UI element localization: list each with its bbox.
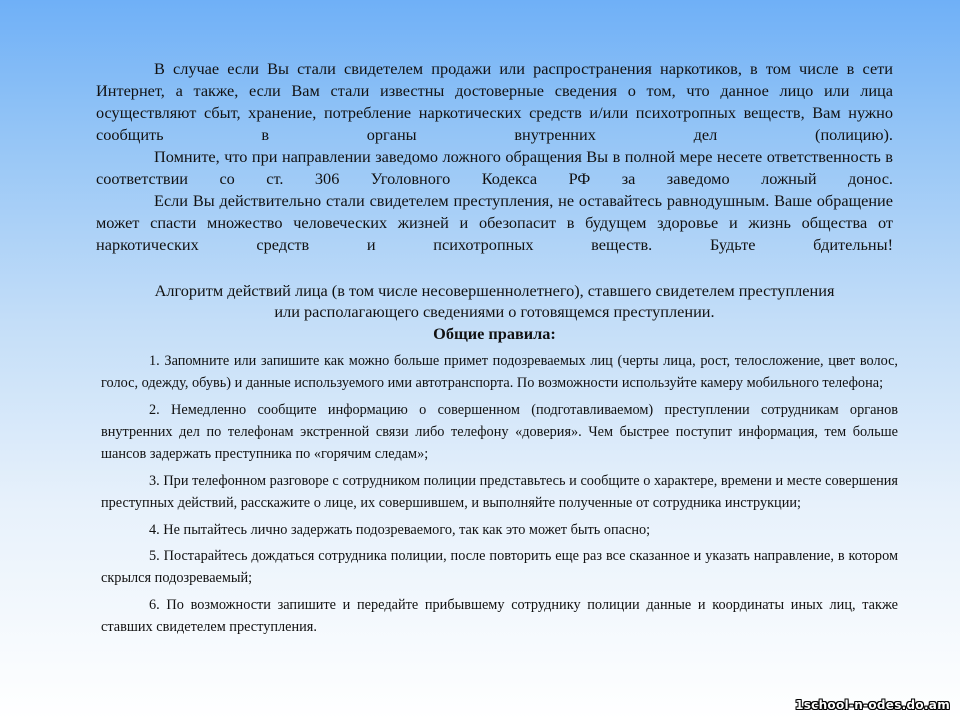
intro-text-block [96,58,893,256]
general-rules-subtitle: Общие правила: [433,324,556,343]
intro-paragraph-1: В случае если Вы стали свидетелем продажи или распространения наркотиков, в том числе в сети Интернет, а также, если Вам стали известны достоверные сведения о том, что данное лицо или лица осуществляют сбыт, хранение, потребление наркотических средств и/или психотропных веществ, Вам нужно сообщить в органы внутренних дел (полицию). [96,59,893,144]
rule-item-5: 5. Постарайтесь дождаться сотрудника полиции, после повторить еще раз все сказанное и указать направление, в котором скрылся подозреваемый; [101,548,898,586]
algorithm-title-line-2: или располагающего сведениями о готовящемся преступлении. [274,302,715,321]
intro-paragraph-2: Помните, что при направлении заведомо ложного обращения Вы в полной мере несете ответственность в соответствии со ст. 306 Уголовного Кодекса РФ за заведомо ложный донос. [96,147,893,188]
algorithm-title-line-1: Алгоритм действий лица (в том числе несовершеннолетнего), ставшего свидетелем преступления [154,281,835,300]
rules-list [101,350,898,643]
site-watermark: 1school-n-odes.do.am [795,698,950,712]
rule-item-3: 3. При телефонном разговоре с сотрудником полиции представьтесь и сообщите о характере, времени и месте совершения преступных действий, расскажите о лице, их совершившем, и выполняйте полученные от сотрудника инструкции; [101,473,898,511]
rule-item-4: 4. Не пытайтесь лично задержать подозреваемого, так как это может быть опасно; [149,522,651,538]
rule-item-6: 6. По возможности запишите и передайте прибывшему сотруднику полиции данные и координаты иных лиц, также ставших свидетелем преступления. [101,597,898,635]
intro-paragraph-3: Если Вы действительно стали свидетелем преступления, не оставайтесь равнодушным. Ваше обращение может спасти множество человеческих жизней и обезопасит в будущем здоровье и жизнь общества от наркотических средств и психотропных веществ. Будьте бдительны! [96,191,893,254]
algorithm-heading [96,280,893,344]
rule-item-2: 2. Немедленно сообщите информацию о совершенном (подготавливаемом) преступлении сотрудникам органов внутренних дел по телефонам экстренной связи либо телефону «доверия». Чем быстрее поступит информация, тем больше шансов задержать преступника по «горячим следам»; [101,402,898,462]
rule-item-1: 1. Запомните или запишите как можно больше примет подозреваемых лиц (черты лица, рост, телосложение, цвет волос, голос, одежду, обувь) и данные используемого ими автотранспорта. По возможности используйте камеру мобильного телефона; [101,353,898,391]
